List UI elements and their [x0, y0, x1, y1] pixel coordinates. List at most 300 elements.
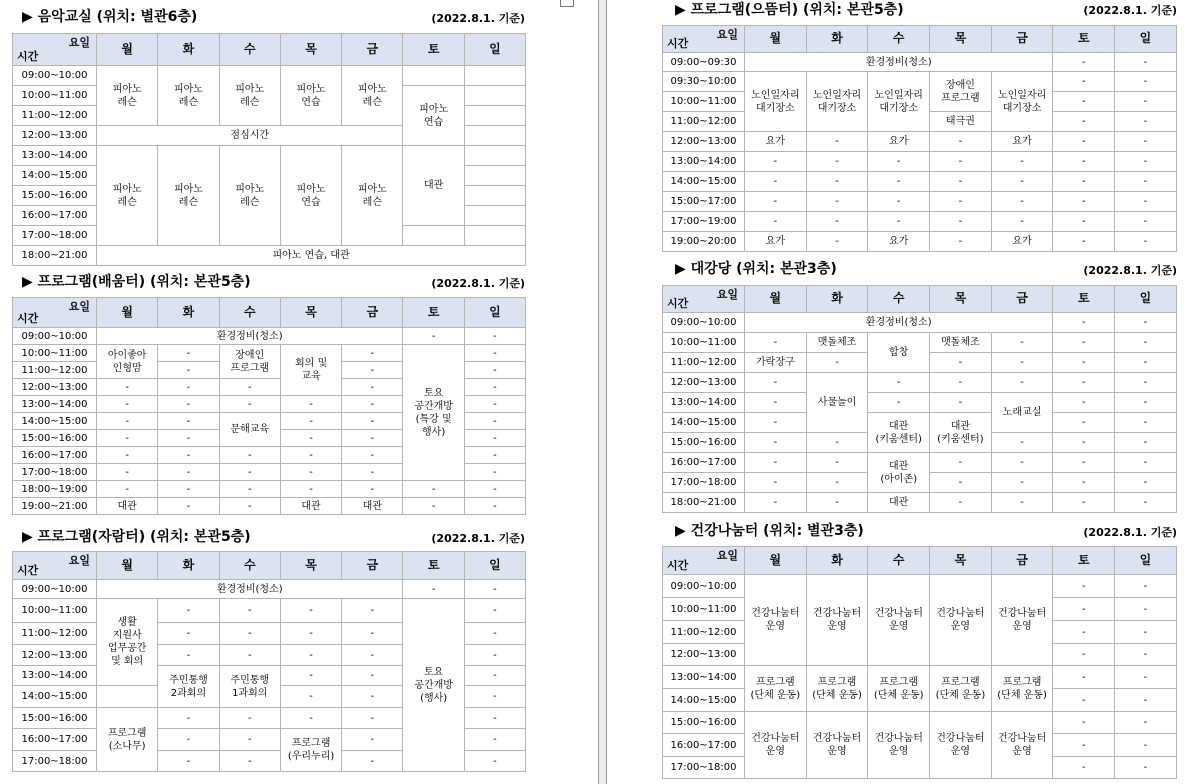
dash-cell: -: [1115, 712, 1177, 734]
dash-cell: -: [280, 708, 341, 729]
dash-cell: -: [97, 379, 158, 396]
dash-cell: -: [930, 232, 992, 252]
day-header: 목: [280, 34, 341, 66]
time-cell: 15:00~16:00: [663, 433, 745, 453]
baeum-date: (2022.8.1. 기준): [431, 277, 525, 290]
schedule-cell: 프로그램 (단체 운동): [930, 666, 992, 712]
schedule-cell: 합창: [868, 333, 930, 373]
dash-cell: -: [464, 580, 525, 599]
dash-cell: -: [1115, 152, 1177, 172]
dash-cell: -: [930, 373, 992, 393]
header-corner: 요일 시간: [663, 286, 745, 313]
dash-cell: -: [158, 708, 219, 729]
day-header: 화: [158, 552, 219, 580]
time-cell: 15:00~16:00: [663, 712, 745, 734]
schedule-cell: 프로그램 (소나무): [97, 708, 158, 772]
dash-cell: -: [991, 212, 1053, 232]
dash-cell: -: [1115, 112, 1177, 132]
dash-cell: -: [930, 152, 992, 172]
dash-cell: -: [158, 729, 219, 751]
dash-cell: -: [342, 430, 403, 447]
dash-cell: -: [991, 453, 1053, 473]
schedule-cell: 주민통행 1과회의: [219, 666, 280, 708]
schedule-cell: 환경정비(청소): [745, 313, 1053, 333]
schedule-cell: 피아노 연습, 대관: [97, 246, 526, 266]
schedule-cell: 대관: [868, 493, 930, 513]
dash-cell: -: [342, 623, 403, 645]
time-cell: 13:00~14:00: [663, 393, 745, 413]
dash-cell: -: [806, 232, 868, 252]
time-cell: 13:00~14:00: [13, 396, 97, 413]
dash-cell: -: [158, 447, 219, 464]
day-header: 금: [991, 286, 1053, 313]
dash-cell: -: [97, 413, 158, 430]
dash-cell: -: [745, 333, 807, 353]
dash-cell: -: [1115, 734, 1177, 757]
schedule-cell: 대관 (키움센터): [930, 413, 992, 453]
day-header: 토: [1053, 547, 1115, 575]
health-title: ▶ 건강나눔터 (위치: 별관3층): [675, 523, 864, 539]
dash-cell: -: [219, 396, 280, 413]
time-cell: 17:00~18:00: [13, 464, 97, 481]
dash-cell: -: [1053, 112, 1115, 132]
dash-cell: -: [745, 192, 807, 212]
dash-cell: -: [930, 212, 992, 232]
dash-cell: -: [97, 464, 158, 481]
time-cell: 09:00~10:00: [13, 328, 97, 345]
dash-cell: -: [219, 708, 280, 729]
dash-cell: -: [991, 353, 1053, 373]
dash-cell: -: [464, 708, 525, 729]
dash-cell: -: [219, 464, 280, 481]
dash-cell: -: [219, 623, 280, 645]
dash-cell: -: [1115, 493, 1177, 513]
schedule-cell: 노래교실: [991, 393, 1053, 433]
time-cell: 17:00~18:00: [13, 226, 97, 246]
schedule-cell: 프로그램 (단체 운동): [745, 666, 807, 712]
schedule-cell: 피아노 레슨: [158, 66, 219, 126]
day-header: 일: [464, 34, 525, 66]
page-divider: [598, 0, 607, 784]
dash-cell: -: [280, 447, 341, 464]
dash-cell: -: [930, 172, 992, 192]
dash-cell: -: [745, 453, 807, 473]
dash-cell: -: [97, 447, 158, 464]
time-cell: 12:00~13:00: [13, 379, 97, 396]
dash-cell: -: [1053, 453, 1115, 473]
empty-cell: [464, 146, 525, 166]
music-room-date: (2022.8.1. 기준): [431, 12, 525, 25]
dash-cell: -: [219, 751, 280, 772]
empty-cell: [464, 186, 525, 206]
day-header: 토: [403, 298, 464, 328]
baeum-table: [12, 297, 526, 515]
dash-cell: -: [930, 453, 992, 473]
dash-cell: -: [1053, 493, 1115, 513]
time-cell: 18:00~21:00: [663, 493, 745, 513]
schedule-cell: 건강나눔터 운영: [806, 575, 868, 666]
dash-cell: -: [745, 393, 807, 413]
dash-cell: -: [342, 599, 403, 623]
dash-cell: -: [280, 396, 341, 413]
time-cell: 18:00~21:00: [13, 246, 97, 266]
day-header: 목: [280, 552, 341, 580]
empty-cell: [464, 86, 525, 106]
time-cell: 11:00~12:00: [13, 106, 97, 126]
dash-cell: -: [1115, 232, 1177, 252]
dash-cell: -: [342, 413, 403, 430]
dash-cell: -: [930, 353, 992, 373]
schedule-cell: 건강나눔터 운영: [745, 712, 807, 779]
dash-cell: -: [403, 328, 464, 345]
dash-cell: -: [464, 645, 525, 666]
dash-cell: -: [158, 751, 219, 772]
dash-cell: -: [342, 686, 403, 708]
dash-cell: -: [806, 353, 868, 373]
dash-cell: -: [806, 493, 868, 513]
day-header: 월: [745, 286, 807, 313]
dash-cell: -: [342, 729, 403, 751]
day-header: 수: [868, 547, 930, 575]
time-cell: 15:00~17:00: [663, 192, 745, 212]
schedule-cell: 피아노 레슨: [219, 66, 280, 126]
dash-cell: -: [1053, 132, 1115, 152]
music-room-table: [12, 33, 526, 266]
header-corner: 요일 시간: [13, 298, 97, 328]
time-cell: 12:00~13:00: [13, 645, 97, 666]
dash-cell: -: [464, 447, 525, 464]
day-header: 월: [97, 298, 158, 328]
dash-cell: -: [1115, 373, 1177, 393]
schedule-cell: 아이좋아 인형맘: [97, 345, 158, 379]
dash-cell: -: [806, 433, 868, 453]
baeum-title: ▶ 프로그램(배움터) (위치: 본관5층): [22, 274, 251, 290]
schedule-cell: 환경정비(청소): [97, 580, 403, 599]
time-cell: 14:00~15:00: [13, 686, 97, 708]
dash-cell: -: [868, 212, 930, 232]
dash-cell: -: [280, 686, 341, 708]
dash-cell: -: [806, 212, 868, 232]
dash-cell: -: [868, 192, 930, 212]
dash-cell: -: [806, 473, 868, 493]
schedule-cell: 노인일자리 대기장소: [745, 72, 807, 132]
schedule-cell: 주민통행 2과회의: [158, 666, 219, 708]
dash-cell: -: [342, 708, 403, 729]
schedule-cell: 프로그램 (단체 운동): [806, 666, 868, 712]
dash-cell: -: [158, 413, 219, 430]
dash-cell: -: [991, 172, 1053, 192]
dash-cell: -: [464, 498, 525, 515]
dash-cell: -: [1053, 644, 1115, 666]
day-header: 수: [868, 286, 930, 313]
time-cell: 10:00~11:00: [13, 86, 97, 106]
time-cell: 11:00~12:00: [13, 623, 97, 645]
schedule-cell: 요가: [868, 232, 930, 252]
time-cell: 11:00~12:00: [663, 621, 745, 644]
schedule-cell: 대관: [403, 146, 464, 226]
dash-cell: -: [219, 379, 280, 396]
day-header: 토: [403, 552, 464, 580]
empty-cell: [403, 226, 464, 246]
schedule-cell: 피아노 레슨: [219, 146, 280, 246]
time-cell: 14:00~15:00: [13, 413, 97, 430]
dash-cell: -: [219, 498, 280, 515]
schedule-cell: 회의 및 교육: [280, 345, 341, 396]
schedule-cell: 맷돌체조: [806, 333, 868, 353]
dash-cell: -: [1053, 575, 1115, 598]
day-header: 수: [219, 552, 280, 580]
schedule-cell: 문해교육: [219, 413, 280, 447]
empty-cell: [464, 66, 525, 86]
dash-cell: -: [158, 430, 219, 447]
time-cell: 16:00~17:00: [13, 447, 97, 464]
schedule-cell: 노인일자리 대기장소: [868, 72, 930, 132]
dash-cell: -: [219, 645, 280, 666]
dash-cell: -: [464, 345, 525, 362]
day-header: 목: [930, 286, 992, 313]
dash-cell: -: [1115, 53, 1177, 72]
dash-cell: -: [158, 645, 219, 666]
dash-cell: -: [745, 413, 807, 433]
time-cell: 15:00~16:00: [13, 430, 97, 447]
dash-cell: -: [1053, 152, 1115, 172]
dash-cell: -: [745, 493, 807, 513]
dash-cell: -: [745, 373, 807, 393]
dash-cell: -: [464, 623, 525, 645]
time-cell: 16:00~17:00: [13, 729, 97, 751]
dash-cell: -: [1053, 598, 1115, 621]
day-header: 수: [868, 26, 930, 53]
day-header: 일: [464, 552, 525, 580]
time-cell: 12:00~13:00: [663, 132, 745, 152]
dash-cell: -: [464, 413, 525, 430]
schedule-cell: 피아노 연습: [280, 146, 341, 246]
dash-cell: -: [991, 192, 1053, 212]
time-cell: 10:00~11:00: [663, 333, 745, 353]
dash-cell: -: [158, 498, 219, 515]
day-header: 월: [97, 552, 158, 580]
schedule-cell: 요가: [745, 232, 807, 252]
header-corner: 요일 시간: [13, 34, 97, 66]
schedule-cell: 환경정비(청소): [97, 328, 403, 345]
time-cell: 09:00~09:30: [663, 53, 745, 72]
schedule-cell: 장애인 프로그램: [219, 345, 280, 379]
schedule-cell: 토요 공간개방 (특강 및 행사): [403, 345, 464, 481]
schedule-cell: 요가: [868, 132, 930, 152]
dash-cell: -: [991, 373, 1053, 393]
dash-cell: -: [1053, 192, 1115, 212]
day-header: 목: [930, 26, 992, 53]
day-header: 수: [219, 34, 280, 66]
dash-cell: -: [464, 396, 525, 413]
time-cell: 13:00~14:00: [663, 152, 745, 172]
dash-cell: -: [1053, 666, 1115, 689]
time-cell: 09:00~10:00: [13, 66, 97, 86]
schedule-cell: 프로그램 (단체 운동): [868, 666, 930, 712]
time-cell: 10:00~11:00: [13, 599, 97, 623]
dash-cell: -: [158, 464, 219, 481]
lunch-cell: 점심시간: [97, 126, 403, 146]
dash-cell: -: [464, 686, 525, 708]
day-header: 수: [219, 298, 280, 328]
dash-cell: -: [1115, 92, 1177, 112]
dash-cell: -: [1115, 333, 1177, 353]
time-cell: 14:00~15:00: [663, 689, 745, 712]
time-cell: 14:00~15:00: [13, 166, 97, 186]
empty-cell: [464, 226, 525, 246]
dash-cell: -: [868, 393, 930, 413]
dash-cell: -: [745, 212, 807, 232]
dash-cell: -: [1115, 353, 1177, 373]
day-header: 화: [806, 547, 868, 575]
dash-cell: -: [1053, 72, 1115, 92]
dash-cell: -: [1115, 453, 1177, 473]
time-cell: 10:00~11:00: [663, 92, 745, 112]
dash-cell: -: [1053, 212, 1115, 232]
day-header: 금: [991, 547, 1053, 575]
dash-cell: -: [280, 623, 341, 645]
schedule-cell: 건강나눔터 운영: [991, 712, 1053, 779]
dash-cell: -: [280, 413, 341, 430]
time-cell: 12:00~13:00: [13, 126, 97, 146]
dash-cell: -: [158, 599, 219, 623]
day-header: 월: [745, 547, 807, 575]
dash-cell: -: [745, 473, 807, 493]
dash-cell: -: [1115, 433, 1177, 453]
dash-cell: -: [158, 362, 219, 379]
dash-cell: -: [1053, 313, 1115, 333]
dash-cell: -: [280, 666, 341, 686]
day-header: 토: [1053, 286, 1115, 313]
dash-cell: -: [868, 172, 930, 192]
dash-cell: -: [280, 481, 341, 498]
header-corner: 요일 시간: [663, 26, 745, 53]
schedule-cell: 생활 지원사 업무공간 및 회의: [97, 599, 158, 686]
dash-cell: -: [1115, 644, 1177, 666]
dash-cell: -: [403, 498, 464, 515]
dash-cell: -: [342, 751, 403, 772]
dash-cell: -: [1115, 72, 1177, 92]
schedule-cell: 태극권: [930, 112, 992, 132]
dash-cell: -: [1053, 333, 1115, 353]
dash-cell: -: [280, 464, 341, 481]
dash-cell: -: [806, 172, 868, 192]
dash-cell: -: [219, 481, 280, 498]
dash-cell: -: [1053, 373, 1115, 393]
dash-cell: -: [464, 599, 525, 623]
day-header: 화: [806, 286, 868, 313]
schedule-cell: 대관 (아이존): [868, 453, 930, 493]
dash-cell: -: [930, 393, 992, 413]
jaram-date: (2022.8.1. 기준): [431, 532, 525, 545]
dash-cell: -: [403, 481, 464, 498]
dash-cell: -: [1115, 575, 1177, 598]
schedule-cell: 대관 (키움센터): [868, 413, 930, 453]
schedule-cell: 토요 공간개방 (행사): [403, 599, 464, 772]
dash-cell: -: [219, 599, 280, 623]
dash-cell: -: [1115, 313, 1177, 333]
time-cell: 10:00~11:00: [663, 598, 745, 621]
health-table: [662, 546, 1177, 779]
day-header: 토: [1053, 26, 1115, 53]
dash-cell: -: [991, 493, 1053, 513]
dash-cell: -: [464, 729, 525, 751]
dash-cell: -: [806, 152, 868, 172]
dash-cell: -: [868, 152, 930, 172]
dash-cell: -: [1115, 132, 1177, 152]
dash-cell: -: [991, 433, 1053, 453]
dash-cell: -: [342, 345, 403, 362]
schedule-cell: 건강나눔터 운영: [991, 575, 1053, 666]
day-header: 화: [158, 34, 219, 66]
dash-cell: -: [158, 396, 219, 413]
time-cell: 09:00~10:00: [13, 580, 97, 599]
dash-cell: -: [219, 447, 280, 464]
schedule-cell: 건강나눔터 운영: [745, 575, 807, 666]
day-header: 월: [745, 26, 807, 53]
schedule-cell: 대관: [280, 498, 341, 515]
dash-cell: -: [745, 152, 807, 172]
schedule-cell: 노인일자리 대기장소: [991, 72, 1053, 132]
dash-cell: -: [1053, 621, 1115, 644]
dash-cell: -: [1053, 92, 1115, 112]
dash-cell: -: [1053, 393, 1115, 413]
schedule-cell: 요가: [991, 232, 1053, 252]
dash-cell: -: [280, 599, 341, 623]
day-header: 목: [280, 298, 341, 328]
time-cell: 13:00~14:00: [663, 666, 745, 689]
time-cell: 10:00~11:00: [13, 345, 97, 362]
dash-cell: -: [464, 328, 525, 345]
dash-cell: -: [1115, 172, 1177, 192]
dash-cell: -: [1115, 192, 1177, 212]
dash-cell: -: [1053, 734, 1115, 757]
dash-cell: -: [342, 666, 403, 686]
eutteum-date: (2022.8.1. 기준): [1083, 4, 1177, 17]
day-header: 일: [1115, 547, 1177, 575]
schedule-cell: 피아노 레슨: [158, 146, 219, 246]
dash-cell: -: [930, 473, 992, 493]
dash-cell: -: [1115, 598, 1177, 621]
dash-cell: -: [930, 132, 992, 152]
day-header: 화: [806, 26, 868, 53]
time-cell: 11:00~12:00: [13, 362, 97, 379]
schedule-cell: 가락장구: [745, 353, 807, 373]
dash-cell: -: [1053, 712, 1115, 734]
day-header: 목: [930, 547, 992, 575]
schedule-cell: 맷돌체조: [930, 333, 992, 353]
auditorium-table: [662, 285, 1177, 513]
time-cell: 11:00~12:00: [663, 353, 745, 373]
time-cell: 16:00~17:00: [13, 206, 97, 226]
dash-cell: -: [280, 430, 341, 447]
music-room-title: ▶ 음악교실 (위치: 별관6층): [22, 9, 198, 25]
health-date: (2022.8.1. 기준): [1083, 526, 1177, 539]
dash-cell: -: [991, 473, 1053, 493]
dash-cell: -: [464, 430, 525, 447]
dash-cell: -: [342, 464, 403, 481]
time-cell: 09:30~10:00: [663, 72, 745, 92]
dash-cell: -: [97, 481, 158, 498]
page-corner-mark: [560, 0, 574, 7]
jaram-table: [12, 551, 526, 772]
schedule-cell: 노인일자리 대기장소: [806, 72, 868, 132]
dash-cell: -: [1053, 232, 1115, 252]
day-header: 화: [158, 298, 219, 328]
eutteum-title: ▶ 프로그램(으뜸터) (위치: 본관5층): [675, 2, 904, 18]
dash-cell: -: [1115, 621, 1177, 644]
schedule-cell: 건강나눔터 운영: [868, 575, 930, 666]
